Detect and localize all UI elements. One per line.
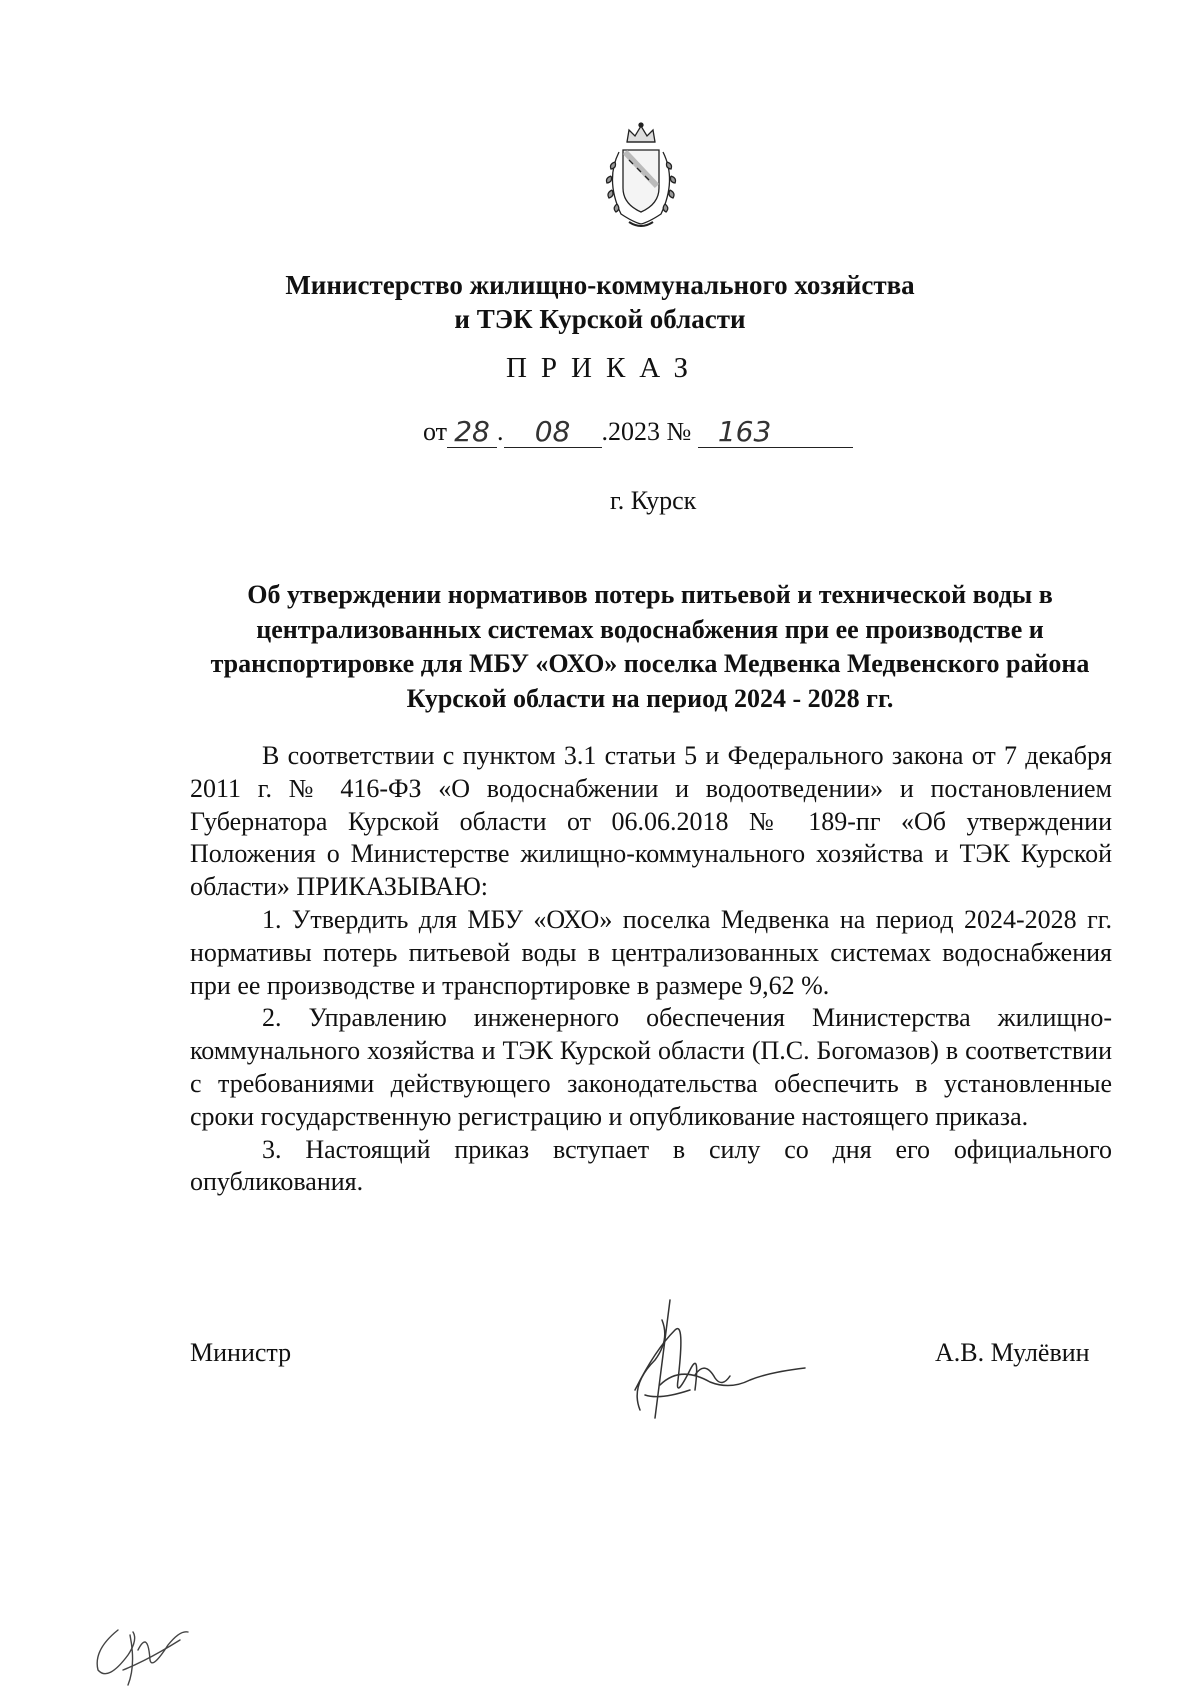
ministry-name-line2: и ТЭК Курской области [454, 304, 746, 334]
signatory-position: Министр [190, 1338, 292, 1367]
ministry-name-line1: Министерство жилищно-коммунального хозяйства [285, 270, 915, 300]
date-year: .2023 № [601, 417, 692, 446]
date-prefix: от [423, 417, 448, 446]
document-body [190, 740, 1112, 1199]
signatory-name: А.В. Мулёвин [935, 1338, 1090, 1367]
body-paragraph: 3. Настоящий приказ вступает в силу со дня его официального опубликования. [190, 1134, 1112, 1197]
handwritten-signature-icon [600, 1290, 810, 1425]
date-line: от 28 . 08 .2023 № 163 [423, 416, 853, 448]
body-paragraph: 2. Управлению инженерного обеспечения Министерства жилищно-коммунального хозяйства и ТЭК Курской области (П.С. Богомазов) в соответствии с требованиями действующего законодательства обеспечить в установленные сроки государственную регистрацию и опубликование настоящего приказа. [190, 1003, 1112, 1131]
document-type: ПРИКАЗ [505, 352, 703, 384]
city: г. Курск [610, 486, 697, 515]
document-title: Об утверждении нормативов потерь питьевой и технической воды в централизованных системах водоснабжения при ее производстве и транспортировке для МБУ «ОХО» поселка Медвенка Медвенского района Курской области на период 2024 - 2028 гг. [210, 580, 1090, 713]
body-paragraph: В соответствии с пунктом 3.1 статьи 5 и Федерального закона от 7 декабря 2011 г. № 416-ФЗ «О водоснабжении и водоотведении» и постановлением Губернатора Курской области от 06.06.2018 № 189-пг «Об утверждении Положения о Министерстве жилищно-коммунального хозяйства и ТЭК Курской области» ПРИКАЗЫВАЮ: [190, 741, 1112, 902]
handwritten-initials-icon [88, 1610, 198, 1690]
coat-of-arms-icon [599, 122, 683, 232]
body-paragraph: 1. Утвердить для МБУ «ОХО» поселка Медвенка на период 2024-2028 гг. нормативы потерь питьевой воды в централизованных системах водоснабжения при ее производстве и транспортировке в размере 9,62 %. [190, 904, 1112, 1000]
date-day-field: 28 [447, 417, 497, 448]
document-number-field: 163 [698, 417, 853, 448]
date-month-field: 08 [504, 417, 602, 448]
